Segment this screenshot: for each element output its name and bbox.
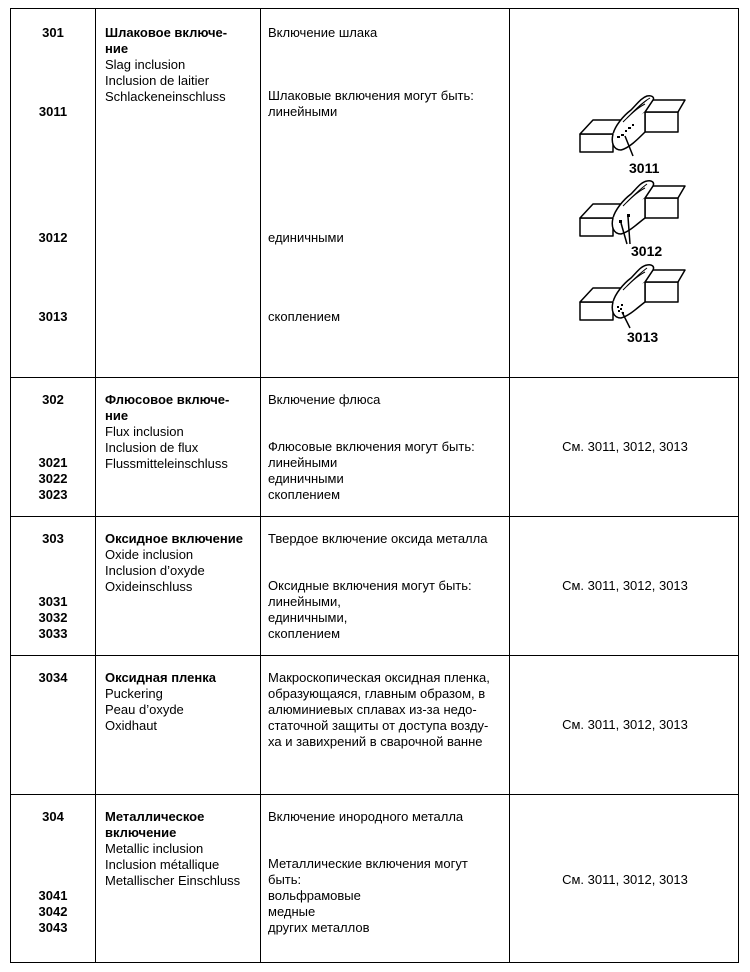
term-ru-cont: ние [105, 41, 129, 56]
definition: Включение шлака [268, 25, 378, 40]
definition-line: ха и завихрений в сварочной ванне [268, 734, 483, 749]
sub-code: 3032 [38, 610, 68, 625]
term-cell [105, 670, 265, 734]
column-divider [95, 8, 96, 963]
type-item: скоплением [268, 626, 341, 641]
types-intro-cont: быть: [268, 872, 302, 887]
definition-line: статочной защиты от доступа возду- [268, 718, 489, 733]
definition-line: Макроскопическая оксидная пленка, [268, 670, 490, 685]
row-divider [10, 377, 739, 378]
term-fr: Inclusion métallique [105, 857, 220, 872]
sub-code: 3011 [38, 104, 68, 119]
row-divider [10, 794, 739, 795]
weld-figure-3012 [575, 180, 685, 246]
row-divider [10, 655, 739, 656]
type-item: единичными [268, 471, 344, 486]
sub-code: 3023 [38, 487, 68, 502]
sub-code: 3042 [38, 904, 68, 919]
term-de: Schlackeneinschluss [105, 89, 226, 104]
weld-figure-3011 [575, 92, 685, 158]
figure-label: 3012 [631, 243, 663, 259]
sub-code: 3041 [38, 888, 68, 903]
row-code: 3034 [38, 670, 68, 685]
sub-code: 3012 [38, 230, 68, 245]
type-item: единичными, [268, 610, 348, 625]
term-de: Metallischer Einschluss [105, 873, 241, 888]
row-divider [10, 516, 739, 517]
term-en: Flux inclusion [105, 424, 184, 439]
see-also: См. 3011, 3012, 3013 [562, 717, 688, 732]
row-code: 304 [42, 809, 64, 824]
definition: Твердое включение оксида металла [268, 531, 488, 546]
definition: Включение инородного металла [268, 809, 464, 824]
term-ru: Оксидная пленка [105, 670, 216, 685]
sub-code: 3043 [38, 920, 68, 935]
type-item: медные [268, 904, 316, 919]
term-fr: Inclusion d’oxyde [105, 563, 205, 578]
term-fr: Inclusion de laitier [105, 73, 210, 88]
type-item: линейными [268, 104, 338, 119]
type-item: линейными [268, 455, 338, 470]
figure-label: 3013 [627, 329, 659, 345]
term-ru: Шлаковое включе- [105, 25, 228, 40]
term-ru-cont: ние [105, 408, 129, 423]
see-also: См. 3011, 3012, 3013 [562, 578, 688, 593]
term-en: Slag inclusion [105, 57, 186, 72]
term-ru-cont: включение [105, 825, 177, 840]
term-cell [105, 531, 265, 595]
term-cell [105, 25, 265, 105]
term-en: Oxide inclusion [105, 547, 194, 562]
type-item: вольфрамовые [268, 888, 361, 903]
figure-label: 3011 [629, 160, 660, 176]
type-item: скоплением [268, 487, 341, 502]
weld-figure-3013 [575, 262, 685, 328]
term-de: Oxidhaut [105, 718, 158, 733]
term-de: Oxideinschluss [105, 579, 193, 594]
definition: Включение флюса [268, 392, 381, 407]
definition-line: образующаяся, главным образом, в [268, 686, 486, 701]
see-also: См. 3011, 3012, 3013 [562, 872, 688, 887]
see-also: См. 3011, 3012, 3013 [562, 439, 688, 454]
row-code: 302 [42, 392, 64, 407]
term-ru: Флюсовое включе- [105, 392, 230, 407]
types-intro: Металлические включения могут [268, 856, 468, 871]
term-ru: Металлическое [105, 809, 205, 824]
definition-line: алюминиевых сплавах из-за недо- [268, 702, 477, 717]
types-intro: Шлаковые включения могут быть: [268, 88, 474, 103]
term-fr: Peau d’oxyde [105, 702, 184, 717]
term-fr: Inclusion de flux [105, 440, 199, 455]
types-intro: Флюсовые включения могут быть: [268, 439, 475, 454]
sub-code: 3021 [38, 455, 68, 470]
row-code: 301 [42, 25, 64, 40]
column-divider [509, 8, 510, 963]
term-de: Flussmitteleinschluss [105, 456, 228, 471]
term-cell [105, 392, 265, 472]
term-en: Metallic inclusion [105, 841, 204, 856]
term-cell [105, 809, 265, 889]
sub-code: 3033 [38, 626, 68, 641]
term-en: Puckering [105, 686, 163, 701]
type-item: линейными, [268, 594, 341, 609]
types-intro: Оксидные включения могут быть: [268, 578, 472, 593]
type-item: других металлов [268, 920, 370, 935]
type-item: скоплением [268, 309, 341, 324]
sub-code: 3022 [38, 471, 68, 486]
sub-code: 3031 [38, 594, 68, 609]
row-code: 303 [42, 531, 64, 546]
term-ru: Оксидное включение [105, 531, 243, 546]
sub-code: 3013 [38, 309, 68, 324]
type-item: единичными [268, 230, 344, 245]
